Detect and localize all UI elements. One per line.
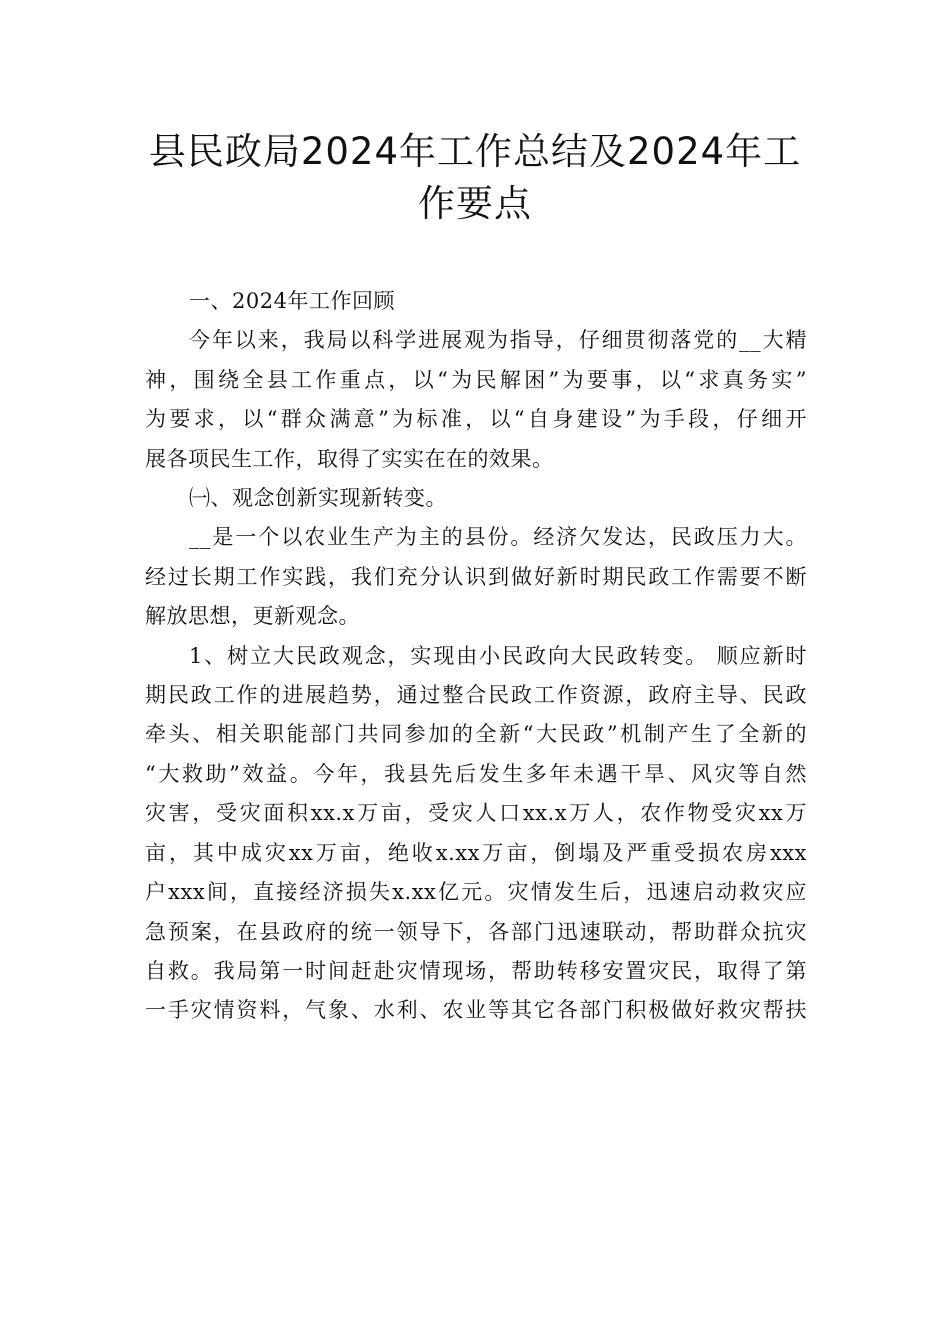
text-line: __是一个以农业生产为主的县份。经济欠发达，民政压力大。 — [189, 525, 807, 550]
text-line: 解放思想，更新观念。 — [145, 604, 360, 629]
text-line: 今年以来，我局以科学进展观为指导，仔细贯彻落党的__大精 — [189, 328, 807, 353]
section-heading — [145, 479, 807, 518]
paragraph — [145, 321, 807, 479]
document-title — [120, 126, 830, 230]
text-line: 期民政工作的进展趋势，通过整合民政工作资源，政府主导、民政 — [145, 683, 807, 708]
paragraph — [145, 518, 807, 636]
text-line: 急预案，在县政府的统一领导下，各部门迅速联动，帮助群众抗灾 — [145, 919, 807, 944]
document-body — [145, 282, 807, 1031]
text-line: 户xxx间，直接经济损失x.xx亿元。灾情发生后，迅速启动救灾应 — [145, 880, 807, 905]
text-line: 一、2024年工作回顾 — [189, 289, 395, 313]
paragraph — [145, 637, 807, 1031]
text-line: 神，围绕全县工作重点，以“为民解困”为要事，以“求真务实” — [145, 367, 807, 392]
title-line: 作要点 — [418, 182, 532, 225]
text-line: “大救助”效益。今年，我县先后发生多年未遇干旱、风灾等自然 — [145, 761, 807, 786]
text-line: ㈠、观念创新实现新转变。 — [189, 486, 447, 511]
text-line: 展各项民生工作，取得了实实在在的效果。 — [145, 446, 554, 471]
text-line: 牵头、相关职能部门共同参加的全新“大民政”机制产生了全新的 — [145, 722, 807, 747]
text-line: 一手灾情资料，气象、水利、农业等其它各部门积极做好救灾帮扶 — [145, 998, 807, 1023]
text-line: 灾害，受灾面积xx.x万亩，受灾人口xx.x万人，农作物受灾xx万 — [145, 801, 807, 826]
text-line: 经过长期工作实践，我们充分认识到做好新时期民政工作需要不断 — [145, 564, 807, 589]
text-line: 1、树立大民政观念，实现由小民政向大民政转变。 顺应新时 — [189, 643, 807, 668]
title-line: 县民政局2024年工作总结及2024年工 — [148, 130, 802, 173]
section-heading — [145, 282, 807, 321]
text-line: 为要求，以“群众满意”为标准，以“自身建设”为手段，仔细开 — [145, 407, 807, 432]
text-line: 亩，其中成灾xx万亩，绝收x.xx万亩，倒塌及严重受损农房xxx — [145, 840, 807, 865]
text-line: 自救。我局第一时间赶赴灾情现场，帮助转移安置灾民，取得了第 — [145, 958, 807, 983]
